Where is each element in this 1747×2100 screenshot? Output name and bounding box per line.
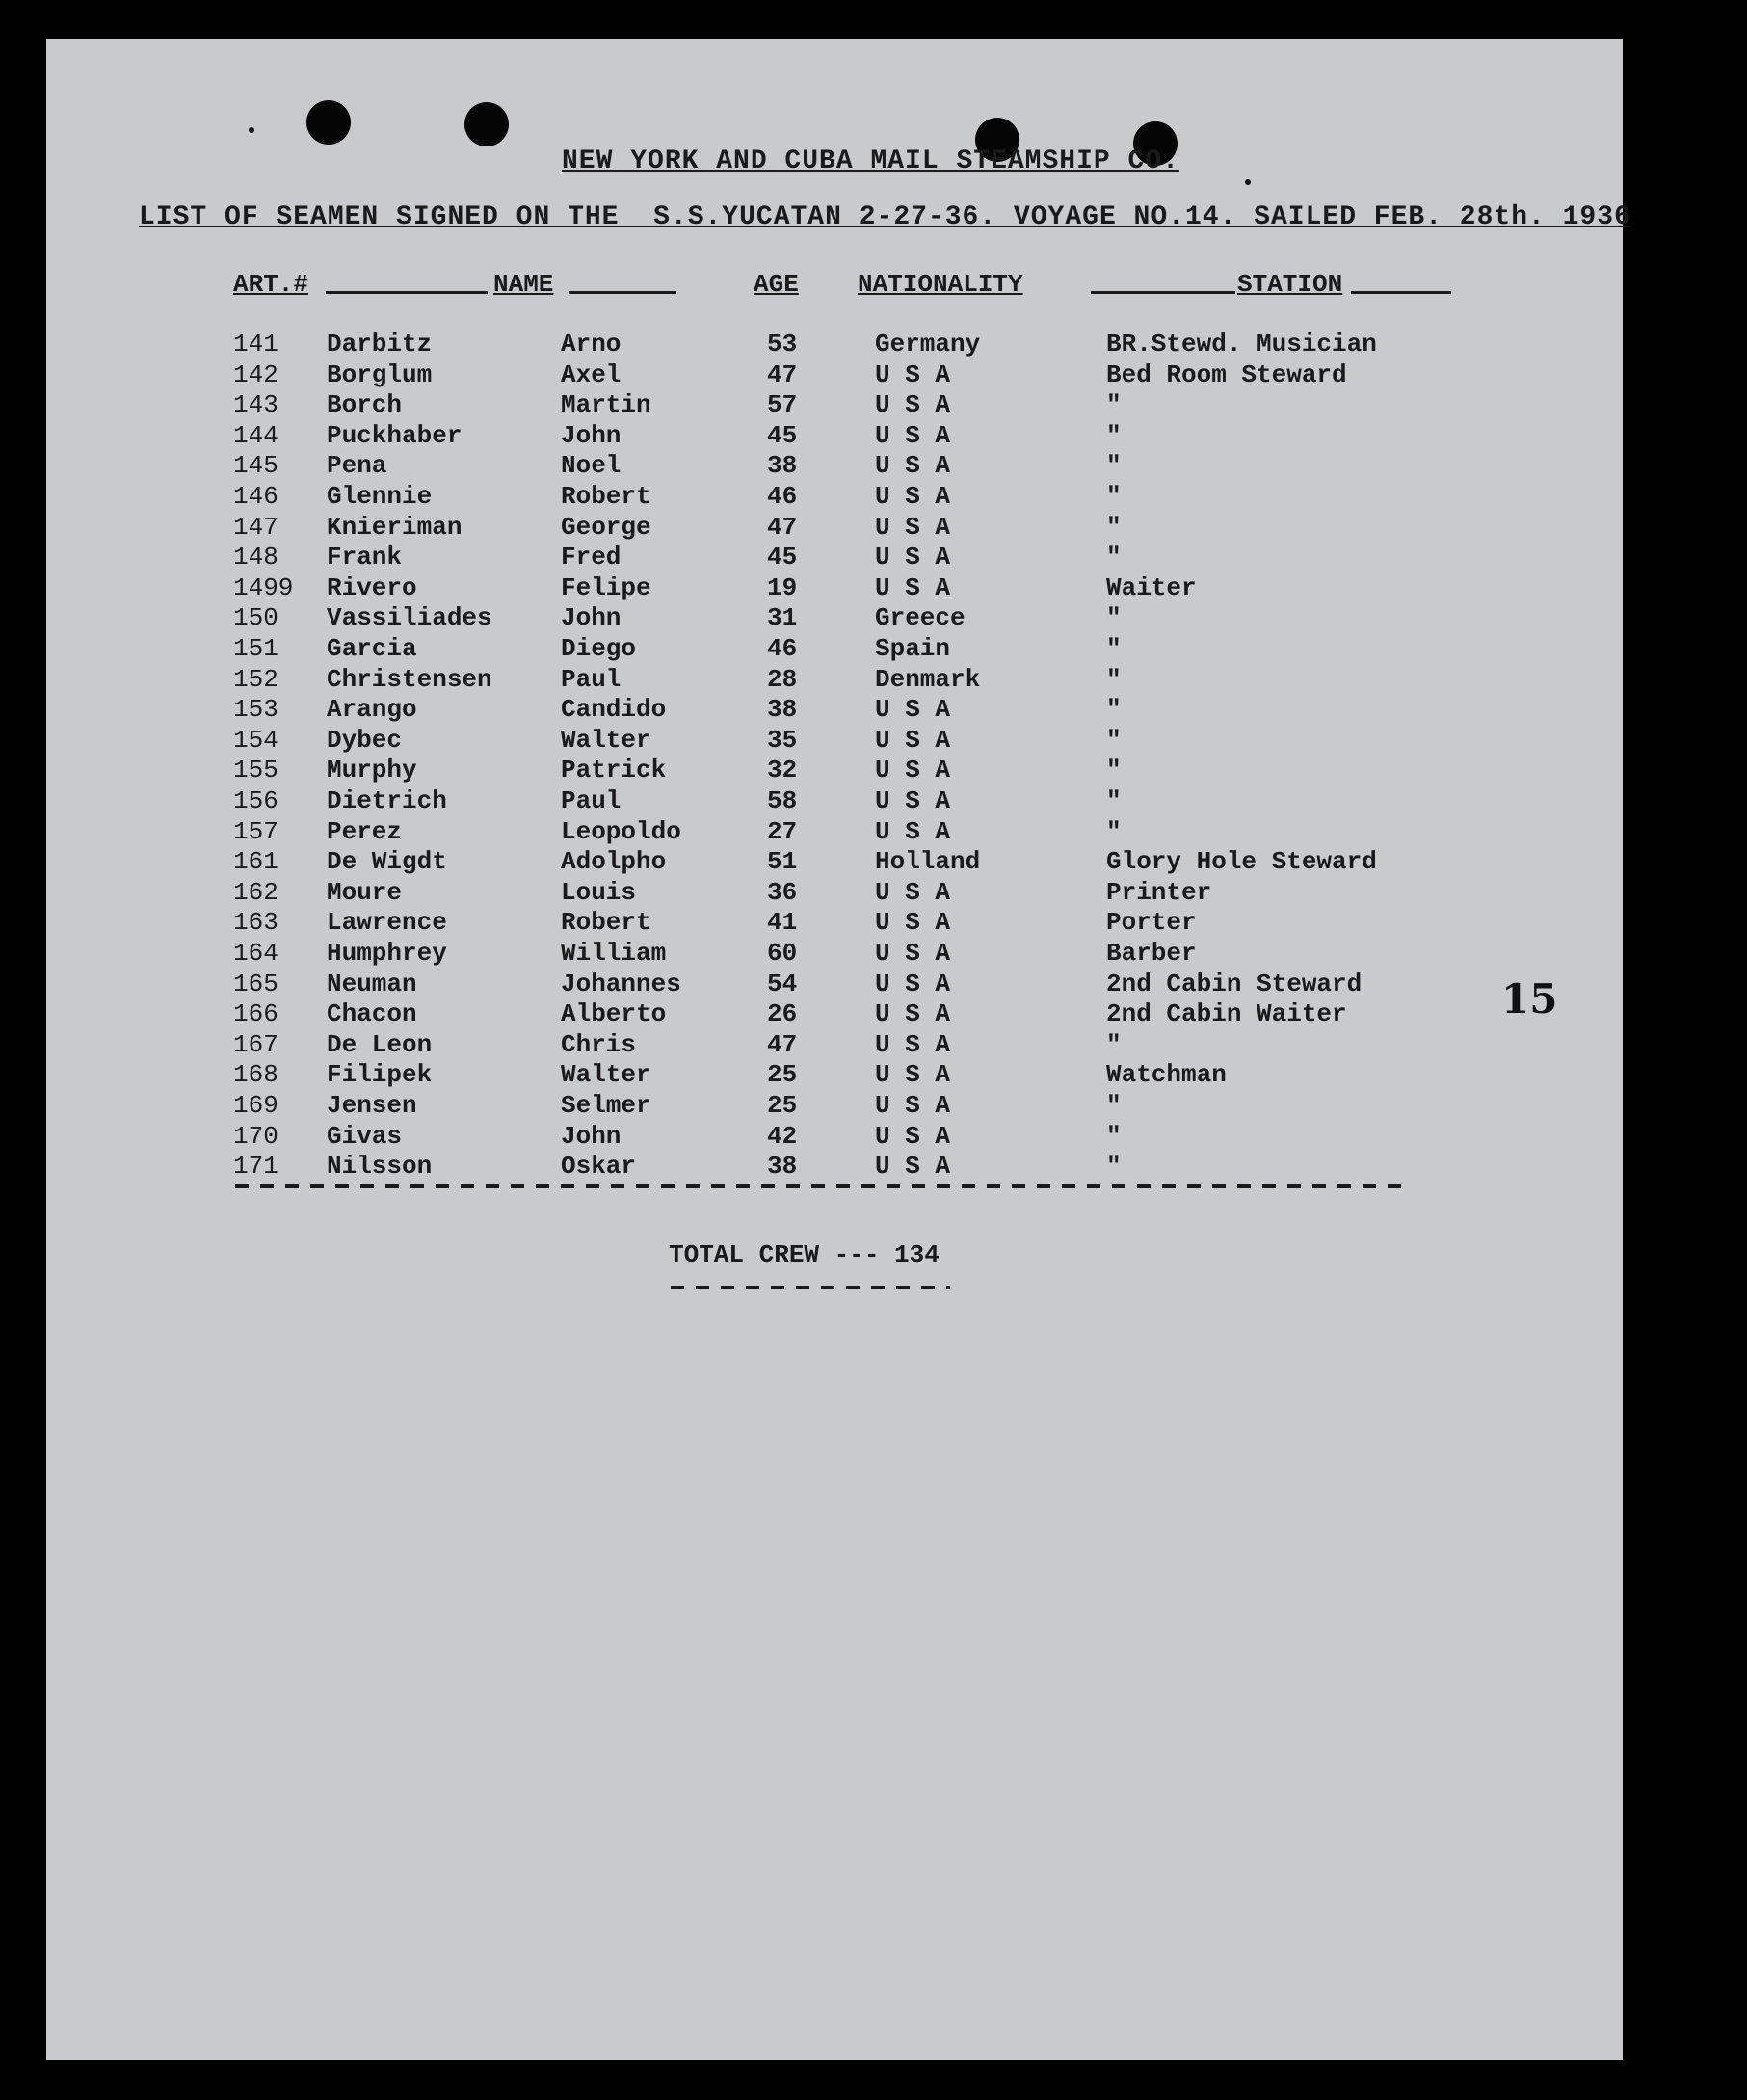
cell-nationality: U S A bbox=[875, 1091, 951, 1120]
table-row bbox=[46, 421, 1623, 451]
cell-station: " bbox=[1106, 1091, 1122, 1120]
cell-first-name: George bbox=[561, 512, 651, 542]
cell-art-number: 154 bbox=[233, 725, 278, 755]
table-row bbox=[46, 1060, 1623, 1090]
cell-age: 47 bbox=[767, 512, 798, 542]
cell-last-name: Pena bbox=[327, 451, 387, 481]
cell-station: " bbox=[1106, 725, 1122, 755]
list-subtitle: LIST OF SEAMEN SIGNED ON THE S.S.YUCATAN 2-27-36. VOYAGE NO.14. SAILED FEB. 28th. 1936 bbox=[139, 202, 1631, 232]
cell-art-number: 151 bbox=[233, 634, 278, 663]
table-row bbox=[46, 360, 1623, 390]
page-number: 15 bbox=[1501, 975, 1558, 1023]
cell-station: Printer bbox=[1106, 877, 1212, 907]
cell-art-number: 1499 bbox=[233, 572, 294, 602]
cell-age: 45 bbox=[767, 543, 798, 572]
cell-nationality: U S A bbox=[875, 756, 951, 785]
cell-nationality: U S A bbox=[875, 786, 951, 815]
cell-art-number: 163 bbox=[233, 908, 278, 938]
cell-art-number: 145 bbox=[233, 451, 278, 481]
cell-age: 54 bbox=[767, 969, 798, 998]
cell-first-name: Walter bbox=[561, 725, 651, 755]
cell-station: Watchman bbox=[1106, 1060, 1227, 1090]
cell-age: 46 bbox=[767, 634, 798, 663]
cell-nationality: U S A bbox=[875, 359, 951, 389]
cell-station: " bbox=[1106, 816, 1122, 846]
cell-nationality: U S A bbox=[875, 1029, 951, 1059]
cell-nationality: U S A bbox=[875, 572, 951, 602]
cell-age: 26 bbox=[767, 999, 798, 1029]
punch-hole bbox=[306, 100, 351, 145]
cell-art-number: 156 bbox=[233, 786, 278, 815]
cell-last-name: Garcia bbox=[327, 634, 417, 663]
table-row bbox=[46, 513, 1623, 543]
cell-last-name: Glennie bbox=[327, 482, 433, 511]
cell-first-name: Louis bbox=[561, 877, 637, 907]
table-row bbox=[46, 1091, 1623, 1121]
cell-nationality: U S A bbox=[875, 451, 951, 481]
cell-last-name: Moure bbox=[327, 877, 403, 907]
cell-last-name: Frank bbox=[327, 543, 403, 572]
cell-art-number: 171 bbox=[233, 1152, 278, 1182]
cell-station: " bbox=[1106, 512, 1122, 542]
cell-first-name: Leopoldo bbox=[561, 816, 681, 846]
total-underline bbox=[671, 1286, 950, 1289]
dashed-separator bbox=[235, 1184, 1401, 1188]
cell-last-name: Rivero bbox=[327, 572, 417, 602]
cell-station: 2nd Cabin Steward bbox=[1106, 969, 1363, 998]
header-nationality: NATIONALITY bbox=[858, 270, 1023, 299]
header-name: NAME bbox=[493, 270, 554, 299]
cell-last-name: Arango bbox=[327, 695, 417, 725]
cell-age: 38 bbox=[767, 695, 798, 725]
cell-first-name: Adolpho bbox=[561, 847, 667, 877]
cell-age: 53 bbox=[767, 330, 798, 359]
cell-station: " bbox=[1106, 695, 1122, 725]
table-row bbox=[46, 543, 1623, 572]
cell-age: 25 bbox=[767, 1091, 798, 1120]
cell-art-number: 170 bbox=[233, 1121, 278, 1151]
cell-last-name: Vassiliades bbox=[327, 603, 492, 633]
cell-last-name: Jensen bbox=[327, 1091, 417, 1120]
ink-speck bbox=[249, 127, 254, 133]
cell-nationality: U S A bbox=[875, 1060, 951, 1090]
cell-art-number: 155 bbox=[233, 756, 278, 785]
cell-last-name: Christensen bbox=[327, 664, 492, 694]
cell-first-name: Arno bbox=[561, 330, 622, 359]
cell-first-name: Alberto bbox=[561, 999, 667, 1029]
cell-last-name: Nilsson bbox=[327, 1152, 433, 1182]
cell-art-number: 143 bbox=[233, 390, 278, 420]
cell-nationality: Holland bbox=[875, 847, 981, 877]
cell-station: " bbox=[1106, 1029, 1122, 1059]
cell-last-name: Humphrey bbox=[327, 939, 447, 968]
cell-nationality: U S A bbox=[875, 420, 951, 450]
cell-first-name: John bbox=[561, 420, 622, 450]
header-rule bbox=[1091, 291, 1235, 294]
table-row bbox=[46, 573, 1623, 603]
cell-station: " bbox=[1106, 634, 1122, 663]
cell-first-name: Chris bbox=[561, 1029, 637, 1059]
cell-age: 27 bbox=[767, 816, 798, 846]
cell-first-name: John bbox=[561, 603, 622, 633]
cell-age: 35 bbox=[767, 725, 798, 755]
cell-last-name: Murphy bbox=[327, 756, 417, 785]
cell-first-name: Felipe bbox=[561, 572, 651, 602]
cell-first-name: John bbox=[561, 1121, 622, 1151]
cell-nationality: U S A bbox=[875, 512, 951, 542]
cell-nationality: U S A bbox=[875, 482, 951, 511]
cell-nationality: U S A bbox=[875, 725, 951, 755]
cell-age: 42 bbox=[767, 1121, 798, 1151]
company-title: NEW YORK AND CUBA MAIL STEAMSHIP CO. bbox=[562, 146, 1179, 176]
cell-last-name: Lawrence bbox=[327, 908, 447, 938]
cell-last-name: De Wigdt bbox=[327, 847, 447, 877]
cell-station: " bbox=[1106, 664, 1122, 694]
cell-station: " bbox=[1106, 1152, 1122, 1182]
cell-art-number: 157 bbox=[233, 816, 278, 846]
cell-art-number: 146 bbox=[233, 482, 278, 511]
table-row bbox=[46, 330, 1623, 359]
cell-station: Waiter bbox=[1106, 572, 1197, 602]
table-row bbox=[46, 695, 1623, 725]
cell-last-name: Perez bbox=[327, 816, 403, 846]
cell-station: 2nd Cabin Waiter bbox=[1106, 999, 1347, 1029]
cell-station: " bbox=[1106, 482, 1122, 511]
table-row bbox=[46, 603, 1623, 633]
cell-nationality: U S A bbox=[875, 1152, 951, 1182]
cell-age: 57 bbox=[767, 390, 798, 420]
table-row bbox=[46, 451, 1623, 481]
cell-first-name: Noel bbox=[561, 451, 622, 481]
cell-art-number: 168 bbox=[233, 1060, 278, 1090]
table-row bbox=[46, 390, 1623, 420]
cell-nationality: Germany bbox=[875, 330, 981, 359]
cell-nationality: U S A bbox=[875, 1121, 951, 1151]
cell-first-name: Martin bbox=[561, 390, 651, 420]
cell-age: 31 bbox=[767, 603, 798, 633]
cell-first-name: Robert bbox=[561, 908, 651, 938]
cell-nationality: U S A bbox=[875, 908, 951, 938]
cell-first-name: Paul bbox=[561, 786, 622, 815]
cell-nationality: U S A bbox=[875, 390, 951, 420]
table-row bbox=[46, 1152, 1623, 1182]
cell-art-number: 153 bbox=[233, 695, 278, 725]
cell-last-name: Puckhaber bbox=[327, 420, 463, 450]
cell-last-name: Borglum bbox=[327, 359, 433, 389]
cell-art-number: 165 bbox=[233, 969, 278, 998]
cell-age: 32 bbox=[767, 756, 798, 785]
cell-station: " bbox=[1106, 420, 1122, 450]
table-row bbox=[46, 786, 1623, 816]
cell-station: BR.Stewd. Musician bbox=[1106, 330, 1377, 359]
cell-art-number: 167 bbox=[233, 1029, 278, 1059]
cell-last-name: De Leon bbox=[327, 1029, 433, 1059]
cell-art-number: 142 bbox=[233, 359, 278, 389]
header-rule bbox=[1351, 291, 1451, 294]
table-row bbox=[46, 908, 1623, 938]
cell-station: Glory Hole Steward bbox=[1106, 847, 1377, 877]
cell-age: 45 bbox=[767, 420, 798, 450]
cell-nationality: U S A bbox=[875, 939, 951, 968]
cell-station: " bbox=[1106, 390, 1122, 420]
table-row bbox=[46, 970, 1623, 999]
table-row bbox=[46, 726, 1623, 756]
cell-art-number: 147 bbox=[233, 512, 278, 542]
header-rule bbox=[326, 291, 488, 294]
cell-station: " bbox=[1106, 786, 1122, 815]
cell-nationality: U S A bbox=[875, 695, 951, 725]
document-page bbox=[46, 39, 1631, 2060]
cell-first-name: Diego bbox=[561, 634, 637, 663]
cell-station: " bbox=[1106, 603, 1122, 633]
cell-first-name: Robert bbox=[561, 482, 651, 511]
table-row bbox=[46, 1122, 1623, 1152]
cell-last-name: Borch bbox=[327, 390, 403, 420]
cell-last-name: Knieriman bbox=[327, 512, 463, 542]
cell-art-number: 144 bbox=[233, 420, 278, 450]
cell-nationality: Denmark bbox=[875, 664, 981, 694]
punch-hole bbox=[464, 102, 509, 146]
table-row bbox=[46, 634, 1623, 664]
cell-nationality: U S A bbox=[875, 969, 951, 998]
table-row bbox=[46, 817, 1623, 847]
header-rule bbox=[569, 291, 676, 294]
cell-nationality: U S A bbox=[875, 877, 951, 907]
cell-age: 38 bbox=[767, 1152, 798, 1182]
cell-first-name: Oskar bbox=[561, 1152, 637, 1182]
cell-last-name: Darbitz bbox=[327, 330, 433, 359]
cell-last-name: Chacon bbox=[327, 999, 417, 1029]
cell-nationality: Greece bbox=[875, 603, 966, 633]
cell-nationality: Spain bbox=[875, 634, 951, 663]
cell-age: 28 bbox=[767, 664, 798, 694]
cell-art-number: 161 bbox=[233, 847, 278, 877]
cell-age: 58 bbox=[767, 786, 798, 815]
cell-first-name: Patrick bbox=[561, 756, 667, 785]
cell-age: 51 bbox=[767, 847, 798, 877]
cell-station: Barber bbox=[1106, 939, 1197, 968]
table-row bbox=[46, 756, 1623, 785]
cell-first-name: Johannes bbox=[561, 969, 681, 998]
cell-art-number: 141 bbox=[233, 330, 278, 359]
cell-nationality: U S A bbox=[875, 816, 951, 846]
cell-age: 41 bbox=[767, 908, 798, 938]
cell-last-name: Dybec bbox=[327, 725, 403, 755]
total-crew: TOTAL CREW --- 134 bbox=[669, 1240, 940, 1269]
cell-art-number: 148 bbox=[233, 543, 278, 572]
cell-station: " bbox=[1106, 1121, 1122, 1151]
table-row bbox=[46, 665, 1623, 695]
cell-age: 19 bbox=[767, 572, 798, 602]
cell-station: " bbox=[1106, 543, 1122, 572]
cell-art-number: 152 bbox=[233, 664, 278, 694]
header-art: ART.# bbox=[233, 270, 309, 299]
table-row bbox=[46, 847, 1623, 877]
header-age: AGE bbox=[754, 270, 799, 299]
cell-first-name: William bbox=[561, 939, 667, 968]
cell-nationality: U S A bbox=[875, 999, 951, 1029]
cell-age: 46 bbox=[767, 482, 798, 511]
table-row bbox=[46, 939, 1623, 969]
table-row bbox=[46, 999, 1623, 1029]
table-row bbox=[46, 878, 1623, 908]
cell-art-number: 164 bbox=[233, 939, 278, 968]
cell-first-name: Candido bbox=[561, 695, 667, 725]
cell-station: " bbox=[1106, 756, 1122, 785]
cell-last-name: Neuman bbox=[327, 969, 417, 998]
cell-station: " bbox=[1106, 451, 1122, 481]
cell-age: 47 bbox=[767, 1029, 798, 1059]
cell-first-name: Selmer bbox=[561, 1091, 651, 1120]
header-station: STATION bbox=[1237, 270, 1343, 299]
cell-nationality: U S A bbox=[875, 543, 951, 572]
cell-art-number: 169 bbox=[233, 1091, 278, 1120]
cell-art-number: 162 bbox=[233, 877, 278, 907]
cell-age: 36 bbox=[767, 877, 798, 907]
cell-age: 38 bbox=[767, 451, 798, 481]
cell-last-name: Givas bbox=[327, 1121, 403, 1151]
cell-first-name: Fred bbox=[561, 543, 622, 572]
cell-age: 47 bbox=[767, 359, 798, 389]
cell-station: Porter bbox=[1106, 908, 1197, 938]
cell-first-name: Paul bbox=[561, 664, 622, 694]
table-row bbox=[46, 1030, 1623, 1060]
cell-first-name: Axel bbox=[561, 359, 622, 389]
cell-station: Bed Room Steward bbox=[1106, 359, 1347, 389]
cell-art-number: 166 bbox=[233, 999, 278, 1029]
cell-art-number: 150 bbox=[233, 603, 278, 633]
cell-age: 25 bbox=[767, 1060, 798, 1090]
table-row bbox=[46, 482, 1623, 512]
cell-first-name: Walter bbox=[561, 1060, 651, 1090]
cell-last-name: Dietrich bbox=[327, 786, 447, 815]
cell-last-name: Filipek bbox=[327, 1060, 433, 1090]
ink-speck bbox=[1245, 179, 1251, 185]
cell-age: 60 bbox=[767, 939, 798, 968]
